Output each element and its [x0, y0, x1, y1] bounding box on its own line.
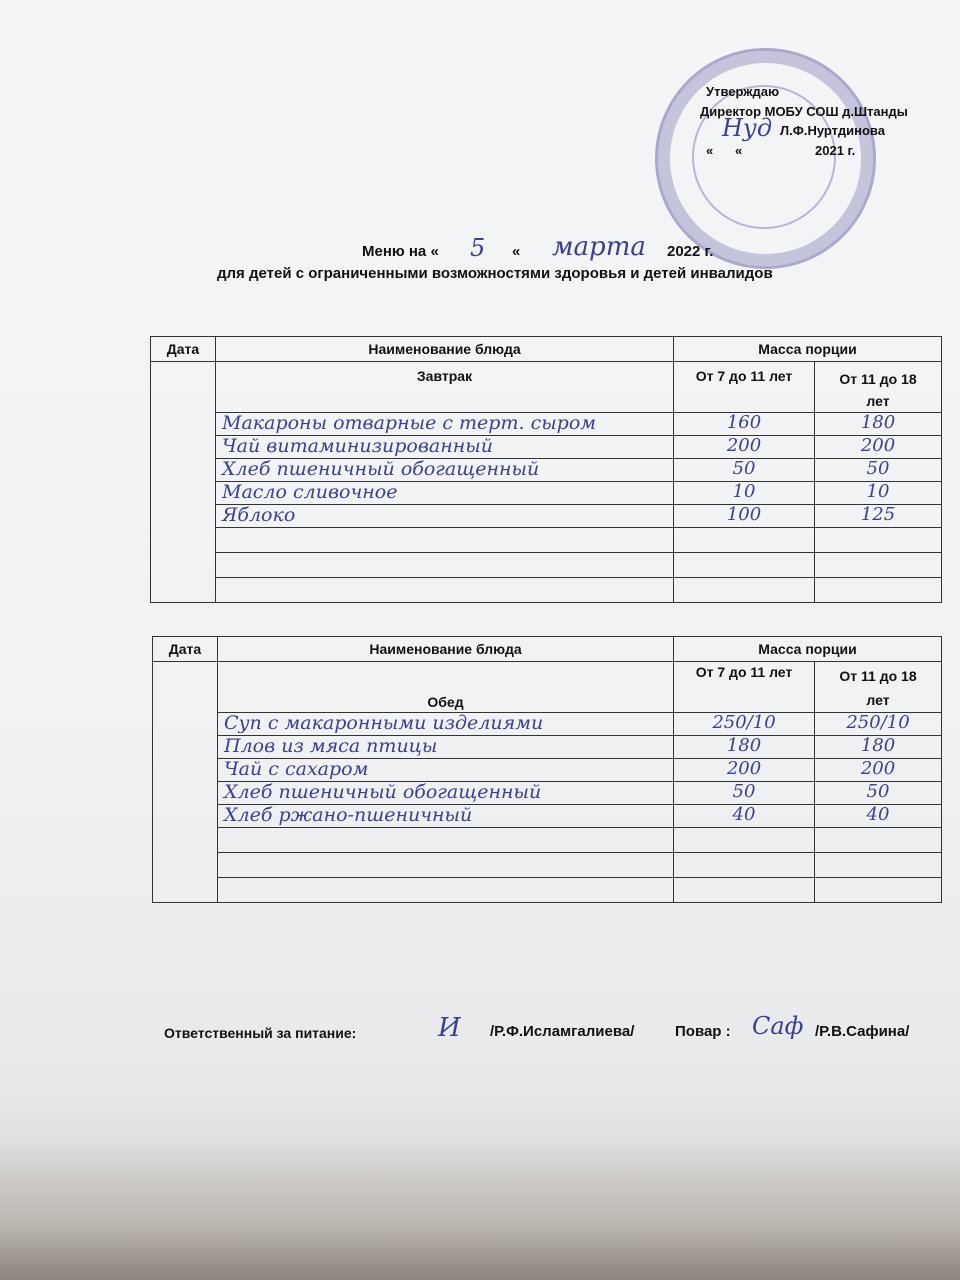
- mass-11-18: 40: [866, 804, 890, 825]
- approval-line-2: Директор МОБУ СОШ д.Штанды: [700, 104, 908, 119]
- cook-signature: Саф: [752, 1012, 804, 1040]
- dish-name: Суп с макаронными изделиями: [224, 713, 544, 733]
- mass-7-11: 100: [726, 504, 762, 525]
- date-header: Дата: [151, 337, 216, 362]
- age-group-7-11: От 7 до 11 лет: [695, 368, 793, 384]
- mass-11-18: 200: [860, 758, 896, 779]
- age-group-11-18: От 11 до 18 лет: [839, 668, 917, 708]
- mass-7-11: 160: [726, 412, 762, 433]
- mass-7-11: 180: [726, 735, 762, 756]
- table-row: [151, 505, 942, 528]
- mass-7-11: 40: [732, 804, 756, 825]
- table-row: [151, 413, 942, 436]
- title-prefix: Меню на «: [362, 243, 439, 260]
- table-row: [151, 553, 942, 578]
- dish-header: Наименование блюда: [216, 337, 674, 362]
- title-subtitle: для детей с ограниченными возможностями здоровья и детей инвалидов: [217, 265, 773, 282]
- mass-11-18: 125: [860, 504, 896, 525]
- lunch-label: Обед: [427, 694, 464, 710]
- dish-name: Чай витаминизированный: [222, 436, 494, 456]
- responsible-signature: И: [438, 1013, 461, 1043]
- title-mid: «: [512, 243, 521, 260]
- table-row: [153, 759, 942, 782]
- breakfast-label: Завтрак: [416, 368, 473, 384]
- dish-name: Хлеб пшеничный обогащенный: [222, 459, 540, 479]
- dish-name: Хлеб ржано-пшеничный: [224, 805, 473, 825]
- mass-11-18: 180: [860, 735, 896, 756]
- cook-name: /Р.В.Сафина/: [815, 1023, 910, 1040]
- table-row: [153, 736, 942, 759]
- dish-name: Чай с сахаром: [224, 759, 369, 779]
- mass-7-11: 10: [732, 481, 756, 502]
- page-shadow: [0, 1140, 960, 1280]
- mass-11-18: 50: [866, 458, 890, 479]
- mass-11-18: 200: [860, 435, 896, 456]
- dish-name: Хлеб пшеничный обогащенный: [224, 782, 542, 802]
- mass-11-18: 250/10: [846, 712, 910, 733]
- responsible-name: /Р.Ф.Исламгалиева/: [490, 1023, 635, 1040]
- mass-header: Масса порции: [674, 337, 942, 362]
- date-header: Дата: [153, 637, 218, 662]
- table-row: [153, 853, 942, 878]
- responsible-label: Ответственный за питание:: [164, 1025, 357, 1041]
- table-row: [153, 878, 942, 903]
- approval-line-3: Л.Ф.Нуртдинова: [780, 123, 885, 138]
- mass-11-18: 50: [866, 781, 890, 802]
- approval-year: 2021 г.: [815, 143, 856, 158]
- mass-7-11: 50: [732, 781, 756, 802]
- table-row: [151, 578, 942, 603]
- age-group-11-18: От 11 до 18 лет: [839, 371, 917, 409]
- title-year: 2022 г.: [667, 243, 714, 260]
- table-row: [153, 713, 942, 736]
- approval-line-1: Утверждаю: [706, 84, 780, 99]
- cook-label: Повар :: [675, 1023, 731, 1040]
- lunch-table: [152, 636, 942, 903]
- date-cell: [151, 362, 216, 603]
- mass-7-11: 50: [732, 458, 756, 479]
- approval-quote-1: «: [706, 143, 714, 158]
- table-row: [151, 528, 942, 553]
- mass-header: Масса порции: [674, 637, 942, 662]
- mass-7-11: 250/10: [712, 712, 776, 733]
- approval-quote-2: «: [735, 143, 743, 158]
- title-month: марта: [552, 232, 646, 262]
- title-day: 5: [470, 234, 486, 262]
- director-signature: Нуд: [722, 114, 773, 142]
- table-row: [151, 482, 942, 505]
- dish-name: Яблоко: [222, 505, 296, 525]
- official-seal: [655, 48, 876, 269]
- table-row: [151, 459, 942, 482]
- mass-7-11: 200: [726, 435, 762, 456]
- table-row: [153, 805, 942, 828]
- dish-name: Плов из мяса птицы: [224, 736, 438, 756]
- dish-name: Масло сливочное: [222, 482, 398, 502]
- mass-11-18: 10: [866, 481, 890, 502]
- table-row: [153, 782, 942, 805]
- table-row: [153, 828, 942, 853]
- table-row: [151, 436, 942, 459]
- mass-11-18: 180: [860, 412, 896, 433]
- mass-7-11: 200: [726, 758, 762, 779]
- dish-name: Макароны отварные с терт. сыром: [222, 413, 597, 433]
- date-cell: [153, 662, 218, 903]
- age-group-7-11: От 7 до 11 лет: [695, 664, 793, 680]
- breakfast-table: [150, 336, 942, 603]
- dish-header: Наименование блюда: [218, 637, 674, 662]
